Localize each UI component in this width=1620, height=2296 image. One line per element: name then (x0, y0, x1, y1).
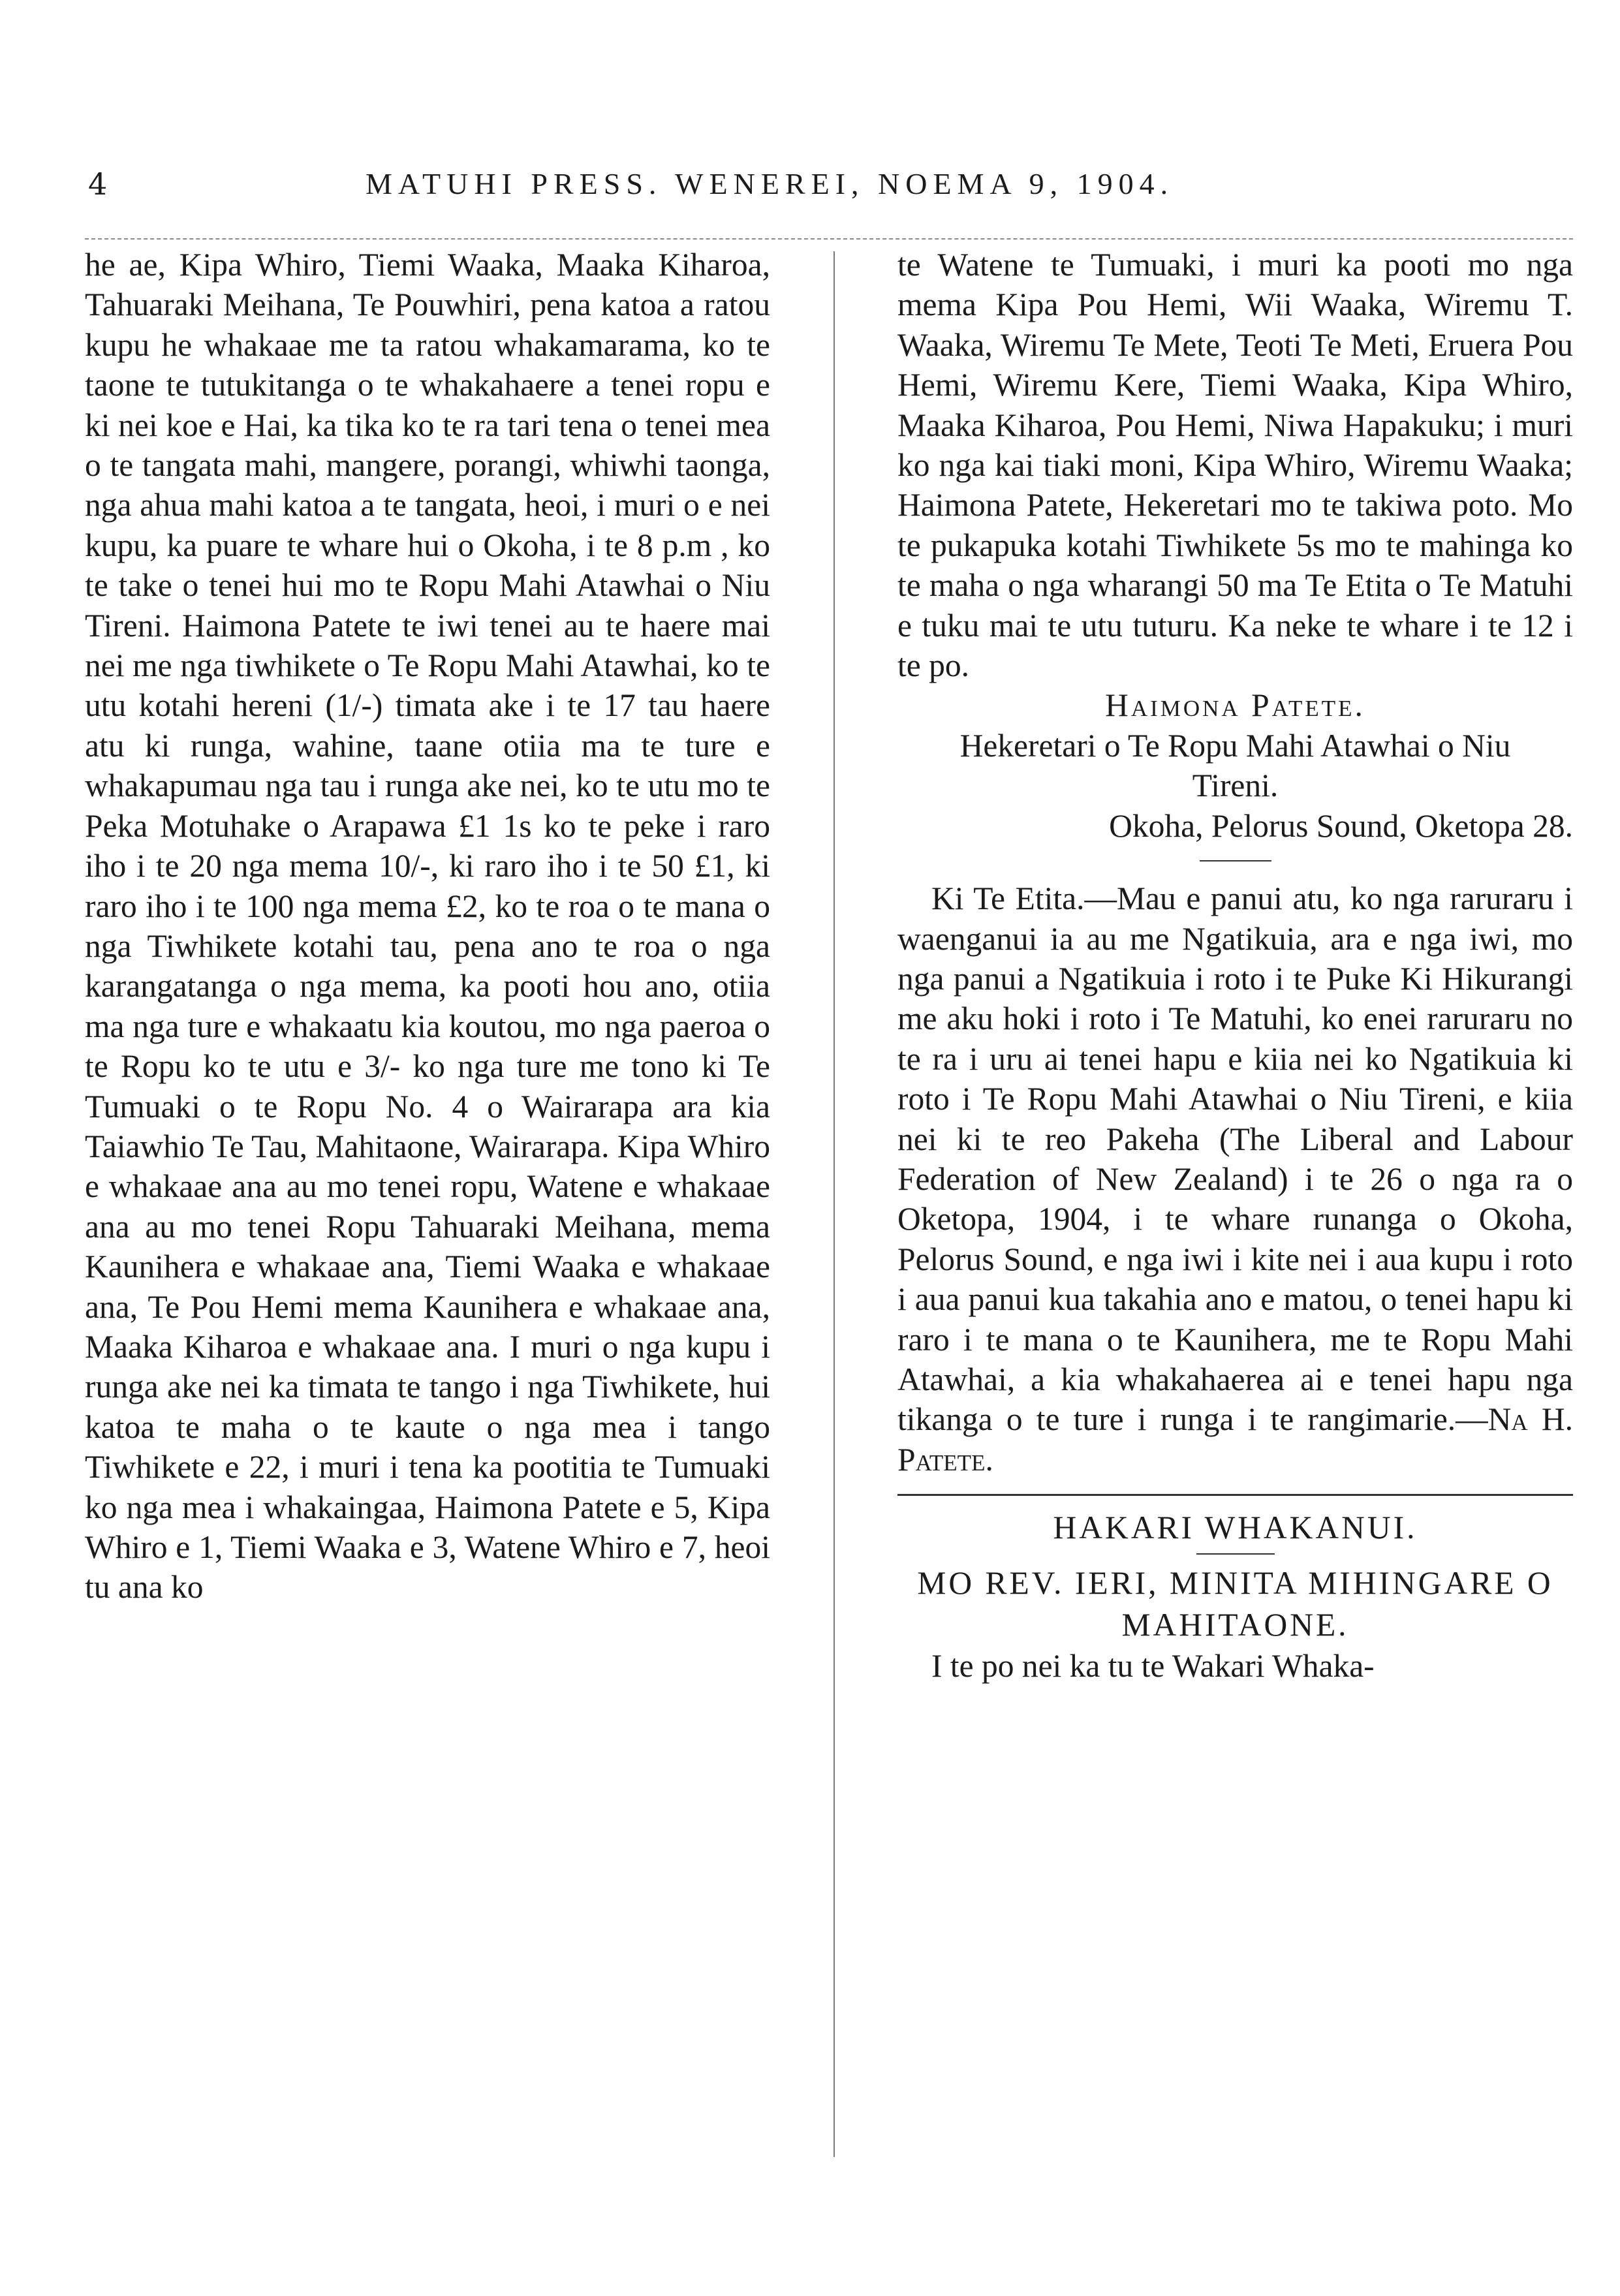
heading-divider (1196, 1553, 1275, 1555)
left-paragraph: he ae, Kipa Whiro, Tiemi Waaka, Maaka Kiharoa, Tahuaraki Meihana, Te Pouwhiri, pena katoa a ratou kupu he whakaae me ta ratou whakamarama, ko te taone te tutukitanga o te whakahaere a tenei ropu e ki nei koe e Hai, ka tika ko te ra tari tena o tenei mea o te tangata mahi, mangere, porangi, whiwhi taonga, nga ahua mahi katoa a te tangata, heoi, i muri o e nei kupu, ka puare te whare hui o Okoha, i te 8 p.m , ko te take o tenei hui mo te Ropu Mahi Atawhai o Niu Tireni. Haimona Patete te iwi tenei au te haere mai nei me nga tiwhikete o Te Ropu Mahi Atawhai, ko te utu kotahi hereni (1/-) timata ake i te 17 tau haere atu ki runga, wahine, taane otiia ma te ture e whakapumau nga tau i runga ake nei, ko te utu mo te Peka Motuhake o Arapawa £1 1s ko te peke i raro iho i te 20 nga mema 10/-, ki raro iho i te 50 £1, ki raro iho i te 100 nga mema £2, ko te roa o te mana o nga Tiwhikete kotahi tau, pena ano te roa o nga karangatanga o nga mema, ka pooti hou ano, otiia ma nga ture e whakaatu kia koutou, mo nga paeroa o te Ropu ko te utu e 3/- ko nga ture me tono ki Te Tumuaki o te Ropu No. 4 o Wairarapa ara kia Taiawhio Te Tau, Mahitaone, Wairarapa. Kipa Whiro e whakaae ana au mo tenei ropu, Watene e whakaae ana au mo tenei Ropu Tahuaraki Meihana, mema Kaunihera e whakaae ana, Tiemi Waaka e whakaae ana, Te Pou Hemi mema Kaunihera e whakaae ana, Maaka Kiharoa e whakaae ana. I muri o nga kupu i runga ake nei ka timata te tango i nga Tiwhikete, hui katoa te maha o te kaute o nga mea i tango Tiwhikete e 22, i muri i tena ka pootitia te Tumuaki ko nga mea i whakaingaa, Haimona Patete e 5, Kipa Whiro e 1, Tiemi Waaka e 3, Watene Whiro e 7, heoi tu ana ko (85, 247, 770, 1606)
signature-place: Okoha, Pelorus Sound, Oketopa 28. (1109, 807, 1573, 844)
right-paragraph-3: I te po nei ka tu te Wakari Whaka- (931, 1647, 1375, 1684)
letter-text: Ki Te Etita.—Mau e panui atu, ko nga raruraru i waenganui ia au me Ngatikuia, ara e nga iwi, mo nga panui a Ngatikuia i roto i te Puke Ki Hikurangi me aku hoki i roto i Te Matuhi, ko enei raruraru no te ra i uru ai tenei hapu e kiia nei ko Ngatikuia ki roto i Te Ropu Mahi Atawhai o Niu Tireni, e kiia nei ki te reo Pakeha (The Liberal and Labour Federation of New Zealand) i te 26 o nga ra o Oketopa, 1904, i te whare runanga o Okoha, Pelorus Sound, e nga iwi i kite nei i aua kupu i roto i aua panui kua takahia ano e matou, o tenei hapu ki raro i te mana o te Kaunihera, me te Ropu Mahi Atawhai, a kia whakahaerea ai e tenei hapu nga tikanga o te ture i runga i te rangimarie.— (897, 880, 1573, 1438)
article-divider (897, 1494, 1573, 1496)
letter-signoff: Na H. Patete. (897, 1401, 1573, 1478)
running-title: MATUHI PRESS. WENEREI, NOEMA 9, 1904. (366, 167, 1174, 200)
right-column (897, 245, 1573, 1686)
page-header (85, 166, 1573, 219)
column-divider (833, 251, 835, 2157)
article-heading: HAKARI WHAKANUI. (1053, 1510, 1418, 1546)
section-divider (1200, 860, 1271, 861)
right-paragraph-1: te Watene te Tumuaki, i muri ka pooti mo nga mema Kipa Pou Hemi, Wii Waaka, Wiremu T. Waaka, Wiremu Te Mete, Teoti Te Meti, Eruera Pou Hemi, Wiremu Kere, Tiemi Waaka, Kipa Whiro, Maaka Kiharoa, Pou Hemi, Niwa Hapakuku; i muri ko nga kai tiaki moni, Kipa Whiro, Wiremu Waaka; Haimona Patete, Hekeretari mo te takiwa poto. Mo te pukapuka kotahi Tiwhikete 5s mo te mahinga ko te maha o nga wharangi 50 ma Te Etita o Te Matuhi e tuku mai te utu tuturu. Ka neke te whare i te 12 i te po. (897, 247, 1573, 684)
signature-name: Haimona Patete. (1105, 687, 1365, 724)
left-column (85, 245, 770, 1607)
page-number: 4 (88, 166, 108, 202)
signature-title: Hekeretari o Te Ropu Mahi Atawhai o Niu Tireni. (959, 727, 1511, 804)
header-divider (85, 238, 1573, 240)
right-paragraph-2 (897, 878, 1573, 1480)
article-subheading: MO REV. IERI, MINITA MIHINGARE O MAHITAONE. (917, 1564, 1553, 1643)
